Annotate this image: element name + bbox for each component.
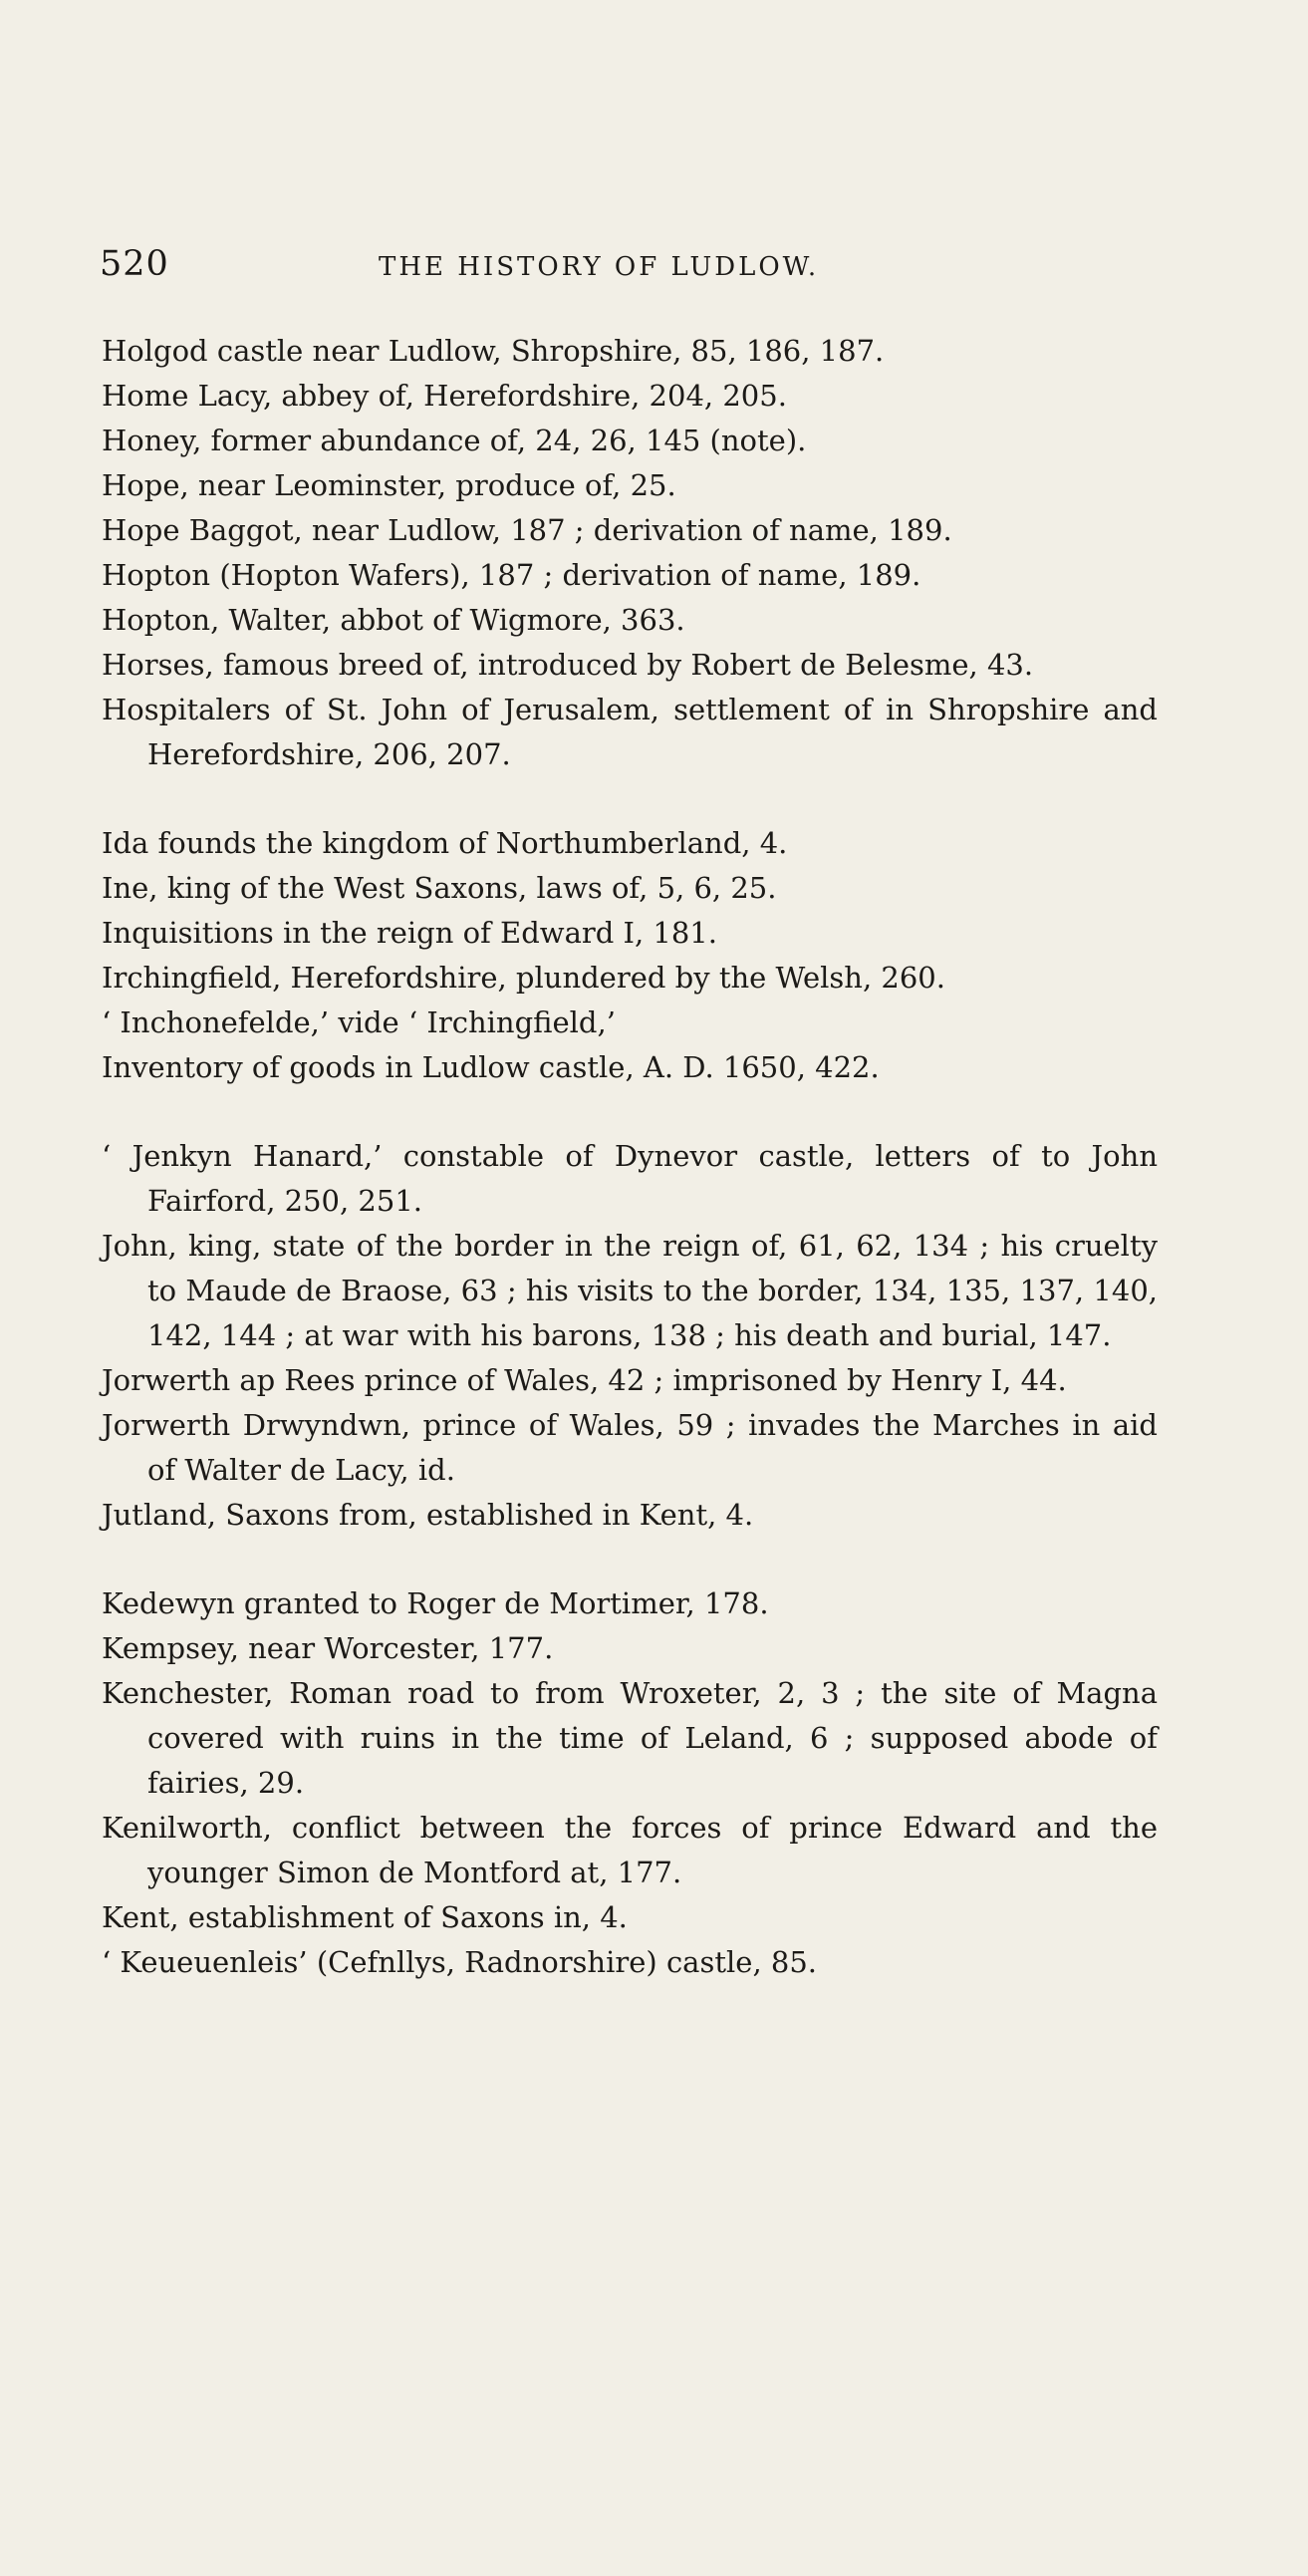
index-entry: Hopton (Hopton Wafers), 187 ; derivation of name, 189. (102, 558, 921, 592)
page-header (100, 244, 1156, 294)
page-number: 520 (100, 244, 169, 284)
index-entry: Hopton, Walter, abbot of Wigmore, 363. (102, 603, 685, 637)
index-group-k (102, 1581, 1158, 1985)
index-list (102, 329, 1158, 1985)
index-entry: Hope Baggot, near Ludlow, 187 ; derivation of name, 189. (102, 513, 952, 547)
index-group-h (102, 329, 1158, 777)
index-entry: Kenilworth, conflict between the forces of prince Edward and the younger Simon de Montford at, 177. (102, 1811, 1158, 1889)
index-entry: Horses, famous breed of, introduced by Robert de Belesme, 43. (102, 648, 1034, 682)
index-entry: Inquisitions in the reign of Edward I, 181. (102, 916, 717, 950)
index-entry: Ida founds the kingdom of Northumberland, 4. (102, 826, 788, 860)
index-entry: Kenchester, Roman road to from Wroxeter, 2, 3 ; the site of Magna covered with ruins in the time of Leland, 6 ; supposed abode of fairies, 29. (102, 1676, 1158, 1800)
index-group-i (102, 821, 1158, 1090)
index-entry: John, king, state of the border in the reign of, 61, 62, 134 ; his cruelty to Maude de Braose, 63 ; his visits to the border, 134, 135, 137, 140, 142, 144 ; at war with his barons, 138 ; his death and burial, 147. (102, 1229, 1158, 1352)
index-entry: Kent, establishment of Saxons in, 4. (102, 1900, 628, 1934)
index-entry: Hope, near Leominster, produce of, 25. (102, 468, 676, 502)
index-entry: Inventory of goods in Ludlow castle, A. D. 1650, 422. (102, 1050, 880, 1084)
index-entry: Ine, king of the West Saxons, laws of, 5, 6, 25. (102, 871, 777, 905)
index-group-j (102, 1134, 1158, 1538)
index-entry: Jorwerth ap Rees prince of Wales, 42 ; imprisoned by Henry I, 44. (102, 1363, 1067, 1397)
index-entry: Irchingfield, Herefordshire, plundered by the Welsh, 260. (102, 961, 945, 995)
index-entry: ‘ Jenkyn Hanard,’ constable of Dynevor castle, letters of to John Fairford, 250, 251. (102, 1139, 1158, 1218)
index-entry: Jorwerth Drwyndwn, prince of Wales, 59 ; invades the Marches in aid of Walter de Lacy, id. (102, 1408, 1158, 1487)
index-entry: Kempsey, near Worcester, 177. (102, 1631, 554, 1665)
index-entry: Jutland, Saxons from, established in Kent, 4. (102, 1498, 754, 1532)
index-entry: Kedewyn granted to Roger de Mortimer, 178. (102, 1586, 769, 1620)
index-entry: ‘ Inchonefelde,’ vide ‘ Irchingfield,’ (102, 1005, 616, 1039)
running-head: THE HISTORY OF LUDLOW. (379, 252, 820, 282)
index-entry: Honey, former abundance of, 24, 26, 145 (note). (102, 424, 807, 457)
index-entry: ‘ Keueuenleis’ (Cefnllys, Radnorshire) castle, 85. (102, 1945, 818, 1979)
index-entry: Hospitalers of St. John of Jerusalem, settlement of in Shropshire and Herefordshire, 206, 207. (102, 693, 1158, 771)
index-entry: Holgod castle near Ludlow, Shropshire, 85, 186, 187. (102, 334, 885, 368)
index-entry: Home Lacy, abbey of, Herefordshire, 204, 205. (102, 379, 787, 413)
